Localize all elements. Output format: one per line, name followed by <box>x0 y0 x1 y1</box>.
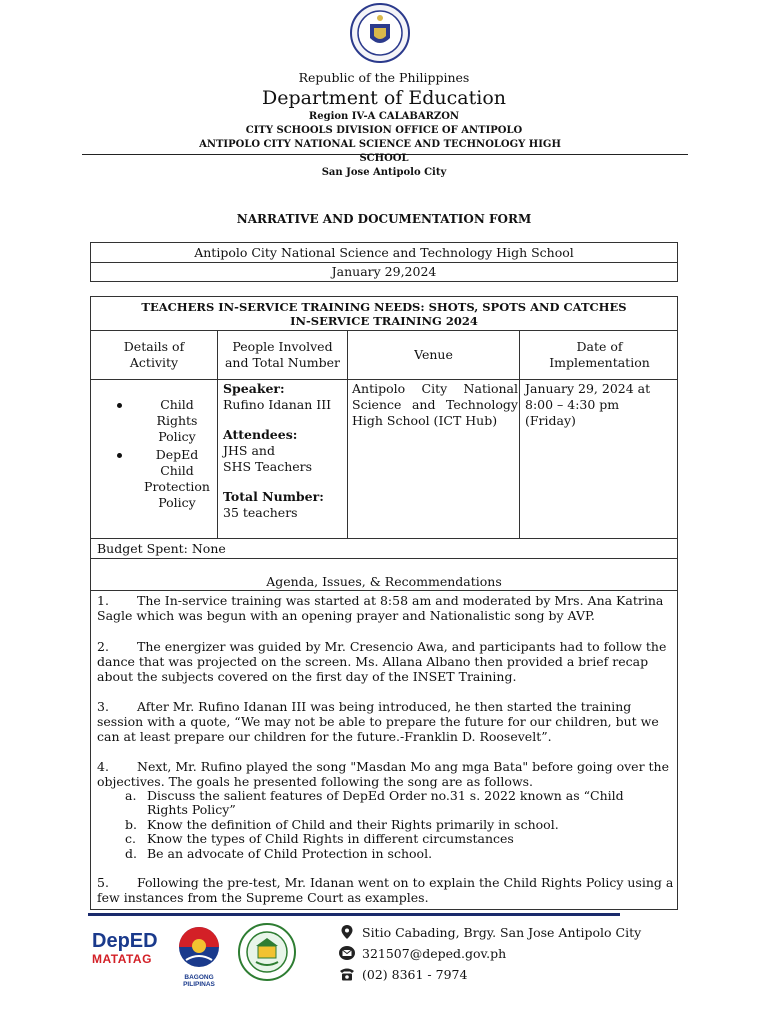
school-address: San Jose Antipolo City <box>321 167 447 178</box>
bullet-icon <box>117 453 122 458</box>
people-involved <box>223 381 345 521</box>
paragraph-number: 4. <box>97 759 109 774</box>
column-header-label: Details of Activity <box>123 339 185 370</box>
footer-address-text: Sitio Cabading, Brgy. San Jose Antipolo City <box>362 924 642 940</box>
footer-email <box>338 945 506 961</box>
telephone-icon <box>338 966 356 982</box>
attendees-label: Attendees: <box>223 427 298 442</box>
agenda-paragraph <box>97 593 675 623</box>
goal-letter: a. <box>125 788 137 803</box>
paragraph-text: Following the pre-test, Mr. Idanan went on to explain the Child Rights Policy using a few instances from the Supreme Court as examples. <box>97 875 674 905</box>
goal-text: Be an advocate of Child Protection in school. <box>147 846 433 861</box>
deped-logo-text: DepED <box>92 930 158 952</box>
agenda-paragraph <box>97 759 675 789</box>
bagong-pilipinas-text: BAGONG PILIPINAS <box>183 974 215 988</box>
school-seal-logo <box>236 922 298 982</box>
division-label: CITY SCHOOLS DIVISION OFFICE OF ANTIPOLO <box>245 125 523 136</box>
bagong-pilipinas-emblem <box>168 924 230 970</box>
info-box <box>90 242 678 282</box>
speaker-label: Speaker: <box>223 381 285 396</box>
column-header-date <box>520 331 679 379</box>
column-header-label: Venue <box>414 347 453 362</box>
list-item <box>139 447 215 511</box>
goal-text: Know the types of Child Rights in different circumstances <box>147 831 514 846</box>
footer-phone-text: (02) 8361 - 7974 <box>362 966 468 982</box>
footer-email-text: 321507@deped.gov.ph <box>362 945 507 961</box>
details-list <box>139 397 215 511</box>
goal-text: Discuss the salient features of DepEd Order no.31 s. 2022 known as “Child Rights Policy” <box>147 788 624 817</box>
paragraph-text: The energizer was guided by Mr. Cresencio Awa, and participants had to follow the dance that was projected on the screen. Ms. Allana Albano then provided a brief recap about the subjects covered on the first day of the INSET Training. <box>97 639 667 684</box>
column-header-label: Date of Implementation <box>549 339 650 370</box>
training-title-line2: IN-SERVICE TRAINING 2024 <box>290 314 478 328</box>
total-label: Total Number: <box>223 489 324 504</box>
department-title: Department of Education <box>262 87 506 109</box>
matatag-logo-text: MATATAG <box>92 952 152 966</box>
detail-item: DepEd Child Protection Policy <box>144 447 210 510</box>
deped-seal-logo <box>344 2 416 64</box>
goal-letter: c. <box>125 831 136 846</box>
activity-table <box>90 296 678 910</box>
attendees-line2: SHS Teachers <box>223 459 313 474</box>
goal-item <box>125 817 647 832</box>
agenda-heading: Agenda, Issues, & Recommendations <box>266 574 502 589</box>
email-icon <box>338 945 356 961</box>
deped-matatag-logo <box>92 930 162 974</box>
speaker-name: Rufino Idanan III <box>223 397 332 412</box>
venue-text: Antipolo City National Science and Technology High School (ICT Hub) <box>352 381 518 428</box>
goal-item <box>125 846 647 861</box>
column-header-details <box>91 331 217 379</box>
agenda-paragraph <box>97 875 675 905</box>
location-pin-icon <box>338 924 356 940</box>
school-name-line1: ANTIPOLO CITY NATIONAL SCIENCE AND TECHNOLOGY HIGH <box>199 139 561 150</box>
goal-letter: d. <box>125 846 137 861</box>
attendees-line1: JHS and <box>223 443 275 458</box>
budget-spent: Budget Spent: None <box>97 541 226 556</box>
list-item <box>139 397 215 445</box>
table-rule <box>91 538 677 539</box>
footer-phone <box>338 966 467 982</box>
paragraph-number: 2. <box>97 639 109 654</box>
detail-item: Child Rights Policy <box>156 397 198 444</box>
region-label: Region IV-A CALABARZON <box>308 111 460 122</box>
info-school-name: Antipolo City National Science and Technology High School <box>91 243 677 263</box>
training-title-line1: TEACHERS IN-SERVICE TRAINING NEEDS: SHOTS, SPOTS AND CATCHES <box>141 300 627 314</box>
footer-address <box>338 924 641 940</box>
goal-letter: b. <box>125 817 137 832</box>
goal-text: Know the definition of Child and their Rights primarily in school. <box>147 817 559 832</box>
goal-item <box>125 788 647 817</box>
paragraph-number: 1. <box>97 593 109 608</box>
agenda-paragraph <box>97 639 675 684</box>
table-rule <box>91 558 677 559</box>
bullet-icon <box>117 403 122 408</box>
goal-item <box>125 831 647 846</box>
column-header-people <box>218 331 347 379</box>
form-title: NARRATIVE AND DOCUMENTATION FORM <box>236 212 532 226</box>
date-implementation: January 29, 2024 at 8:00 – 4:30 pm (Friday) <box>525 381 651 428</box>
republic-label: Republic of the Philippines <box>298 70 470 85</box>
footer-rule <box>88 913 620 916</box>
paragraph-number: 5. <box>97 875 109 890</box>
paragraph-number: 3. <box>97 699 109 714</box>
table-rule <box>91 379 677 380</box>
agenda-paragraph <box>97 699 675 744</box>
paragraph-text: After Mr. Rufino Idanan III was being introduced, he then started the training session with a quote, “We may not be able to prepare the future for our children, but we can at least prepare our children for the future.-Franklin D. Roosevelt”. <box>97 699 659 744</box>
paragraph-text: The In-service training was started at 8:58 am and moderated by Mrs. Ana Katrina Sagle which was begun with an opening prayer and Nationalistic song by AVP. <box>97 593 664 623</box>
column-header-venue <box>348 331 519 379</box>
bagong-pilipinas-logo <box>168 924 230 988</box>
school-name-line2: SCHOOL <box>359 153 409 164</box>
total-number: 35 teachers <box>223 505 298 520</box>
info-date: January 29,2024 <box>331 264 437 279</box>
table-rule <box>91 590 677 591</box>
column-header-label: People Involved and Total Number <box>224 339 341 370</box>
paragraph-text: Next, Mr. Rufino played the song "Masdan Mo ang mga Bata" before going over the objectives. The goals he presented following the song are as follows. <box>97 759 669 789</box>
